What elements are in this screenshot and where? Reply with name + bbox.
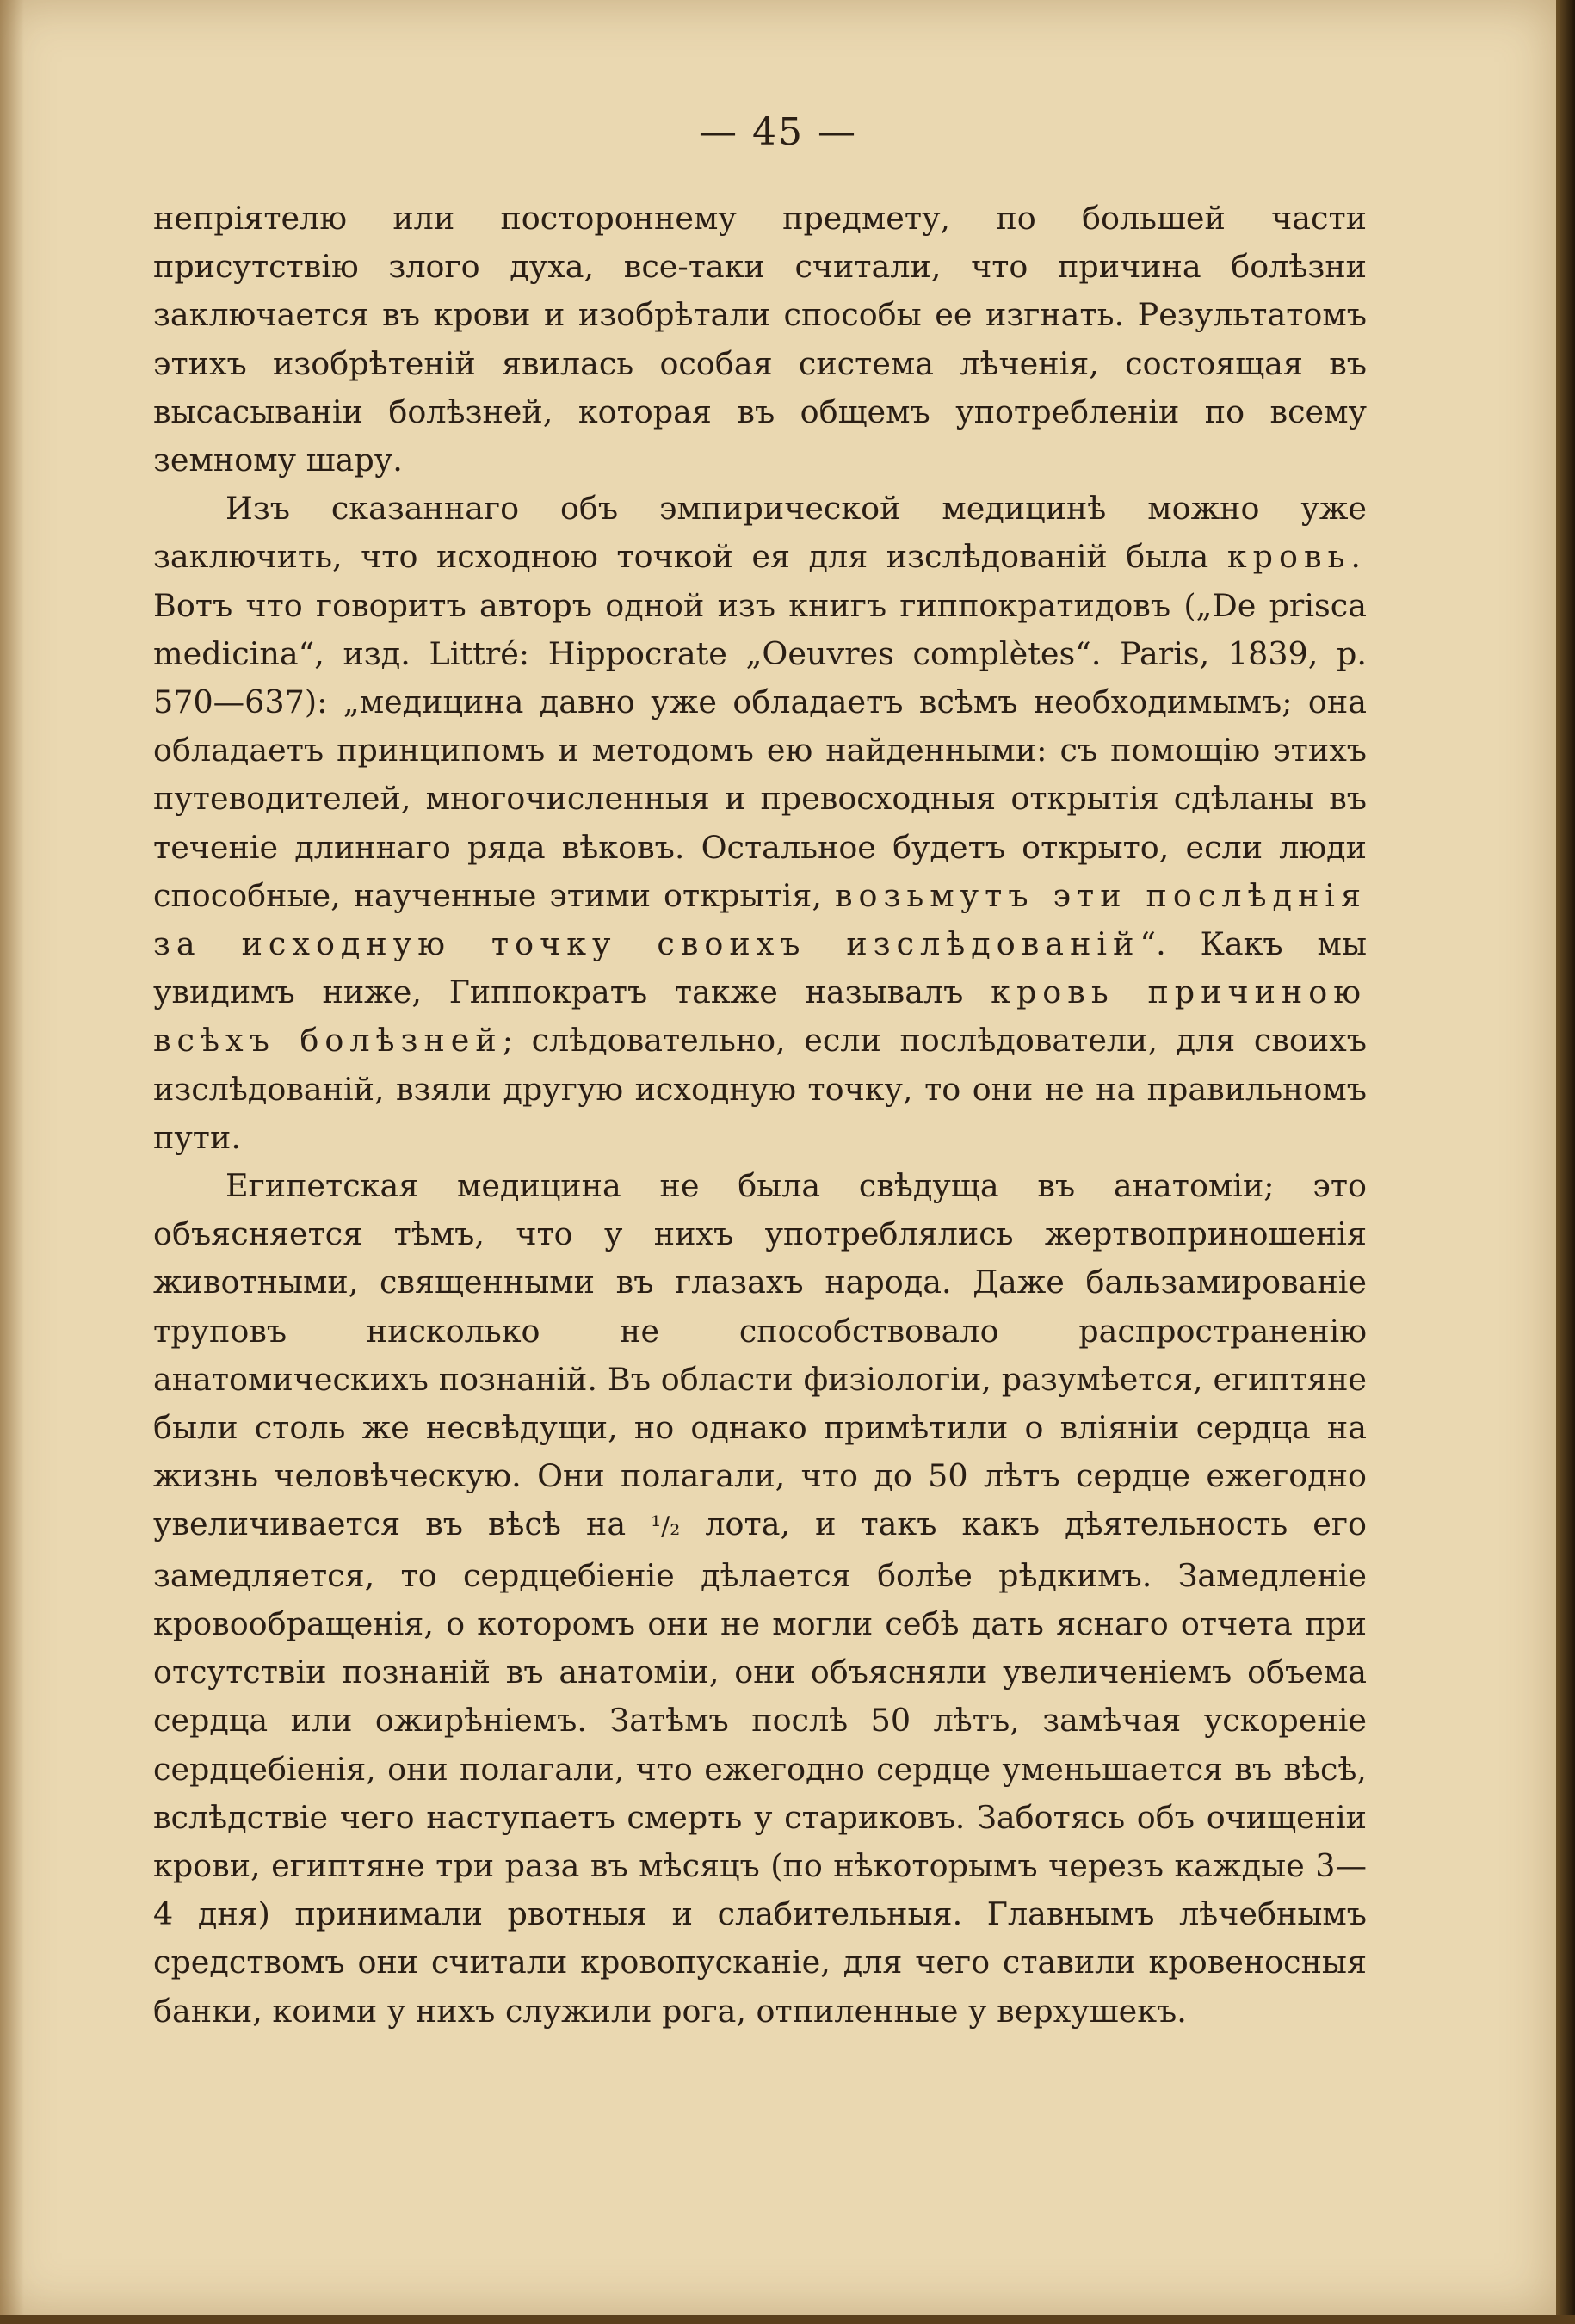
page-gutter-shadow [0, 0, 24, 2315]
text-run: лота, и такъ какъ дѣятельность его замедляется, то сердцебіеніе дѣлается болѣе рѣдкимъ. Замедленіе кровообращенія, о которомъ они не могли себѣ дать яснаго отчета при отсутствіи познаній въ анатоміи, они объясняли увеличеніемъ объема сердца или ожирѣніемъ. Затѣмъ послѣ 50 лѣтъ, замѣчая ускореніе сердцебіенія, они полагали, что ежегодно сердце уменьшается въ вѣсѣ, вслѣдствіе чего наступаетъ смерть у стариковъ. Заботясь объ очищеніи крови, египтяне три раза въ мѣсяцъ (по нѣкоторымъ черезъ каждые 3—4 дня) принимали рвотныя и слабительныя. Главнымъ лѣчебнымъ средствомъ они считали кровопусканіе, для чего ставили кровеносныя банки, коими у нихъ служили рога, отпиленные у верхушекъ. [153, 1505, 1367, 2030]
binding-edge [1556, 0, 1575, 2324]
text-run: “. Какъ мы увидимъ ниже, Гиппократъ также называлъ [153, 925, 1367, 1011]
body-text [153, 195, 1367, 2036]
paragraph [153, 485, 1367, 1162]
bottom-edge [0, 2315, 1575, 2324]
text-run: Изъ сказаннаго объ эмпирической медицинѣ можно уже заключить, что исходною точкой ея для изслѣдованій была [153, 490, 1367, 576]
page-number: — 45 — [699, 110, 857, 154]
text-run: непріятелю или постороннему предмету, по большей части присутствію злого духа, все-таки считали, что причина болѣзни заключается въ крови и изобрѣтали способы ее изгнать. Результатомъ этихъ изобрѣтеній явилась особая система лѣченія, состоящая въ высасываніи болѣзней, которая въ общемъ употребленіи по всему земному шару. [153, 200, 1367, 479]
emphasized-text: кровь. [1226, 538, 1367, 576]
emphasized-text: кровь причиною всѣхъ болѣзней [153, 973, 1368, 1060]
paragraph [153, 1162, 1367, 2036]
text-run: Египетская медицина не была свѣдуща въ анатоміи; это объясняется тѣмъ, что у нихъ употреблялись жертвоприношенія животными, священными въ глазахъ народа. Даже бальзамированіе труповъ нисколько не способствовало распространенію анатомическихъ познаній. Въ области физіологіи, разумѣется, египтяне были столь же несвѣдущи, но однако примѣтили о вліяніи сердца на жизнь человѣческую. Они полагали, что до 50 лѣтъ сердце ежегодно увеличивается въ вѣсѣ на [153, 1167, 1367, 1543]
emphasized-text: возьмутъ эти послѣднія за исходную точку своихъ изслѣдованій [153, 876, 1367, 963]
fraction: ¹/₂ [651, 1511, 681, 1542]
text-run: Вотъ что говоритъ авторъ одной изъ книгъ гиппократидовъ („De prisca medicina“, изд. Littré: Hippocrate „Oeuvres complètes“. Paris, 1839, p. 570—637): „медицина давно уже обладаетъ всѣмъ необходимымъ; она обладаетъ принципомъ и методомъ ею найденными: съ помощію этихъ путеводителей, многочисленныя и превосходныя открытія сдѣланы въ теченіе длиннаго ряда вѣковъ. Остальное будетъ открыто, если люди способные, наученные этими открытія, [153, 586, 1367, 914]
paragraph [153, 195, 1367, 485]
text-run: ; слѣдовательно, если послѣдователи, для своихъ изслѣдованій, взяли другую исходную точку, то они не на правильномъ пути. [153, 1022, 1367, 1156]
